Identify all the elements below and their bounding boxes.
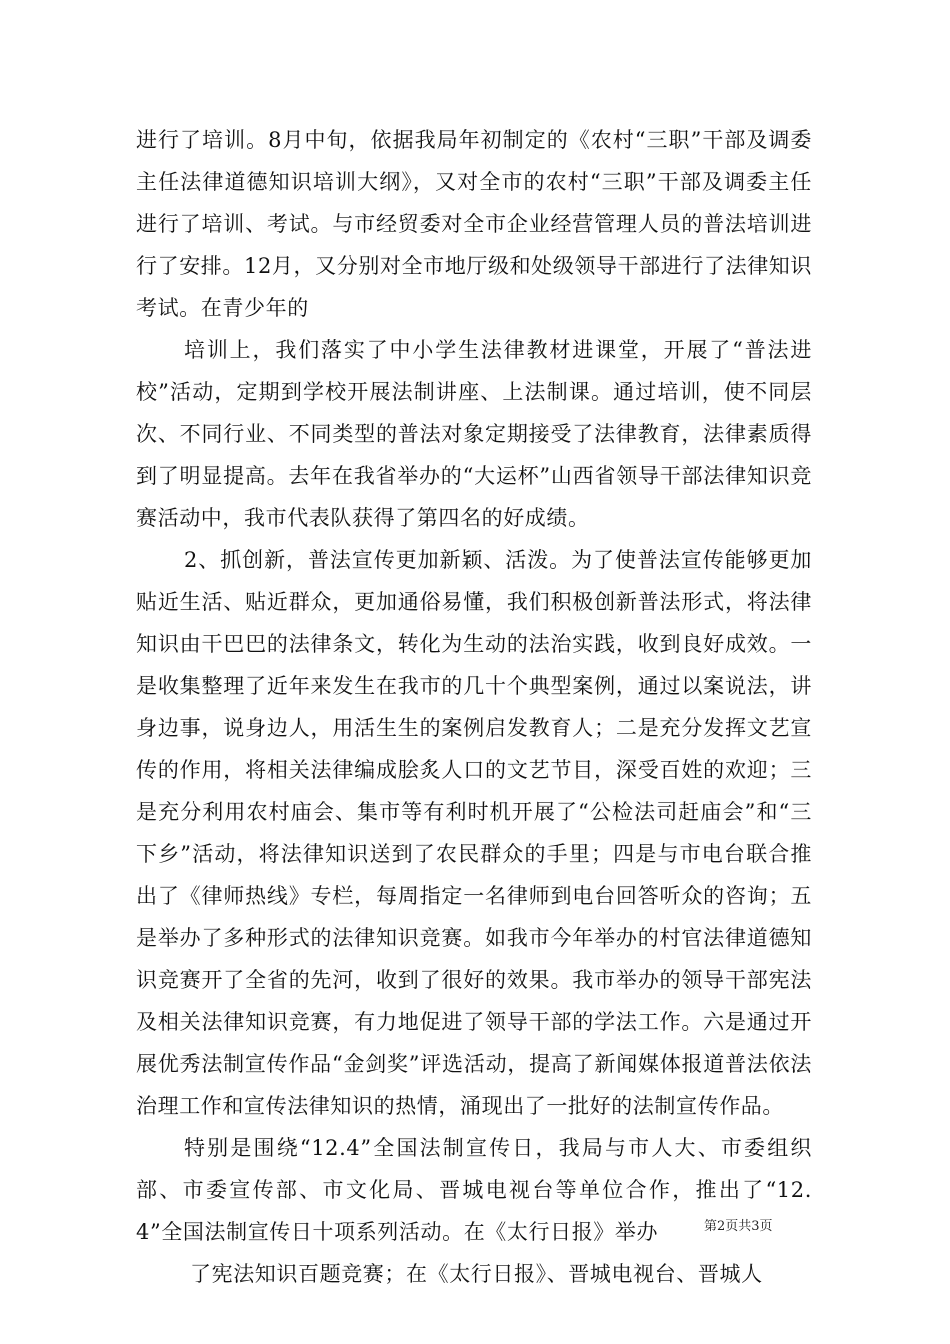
paragraph-4: 特别是围绕“12.4”全国法制宣传日，我局与市人大、市委组织部、市委宣传部、市文化局、晋城电视台等单位合作，推出了“12.4”全国法制宣传日十项系列活动。在《太行日报》举办 (136, 1136, 812, 1244)
paragraph-3: 2、抓创新，普法宣传更加新颖、活泼。为了使普法宣传能够更加贴近生活、贴近群众，更加通俗易懂，我们积极创新普法形式，将法律知识由干巴巴的法律条文，转化为生动的法治实践，收到良好成效。一是收集整理了近年来发生在我市的几十个典型案例，通过以案说法，讲身边事，说身边人，用活生生的案例启发教育人；二是充分发挥文艺宣传的作用，将相关法律编成脍炙人口的文艺节目，深受百姓的欢迎；三是充分利用农村庙会、集市等有利时机开展了“公检法司赶庙会”和“三下乡”活动，将法律知识送到了农民群众的手里；四是与市电台联合推出了《律师热线》专栏，每周指定一名律师到电台回答听众的咨询；五是举办了多种形式的法律知识竞赛。如我市今年举办的村官法律道德知识竞赛开了全省的先河，收到了很好的效果。我市举办的领导干部宪法及相关法律知识竞赛，有力地促进了领导干部的学法工作。六是通过开展优秀法制宣传作品“金剑奖”评选活动，提高了新闻媒体报道普法依法治理工作和宣传法律知识的热情，涌现出了一批好的法制宣传作品。 (136, 548, 812, 1118)
paragraph-1: 进行了培训。8月中旬，依据我局年初制定的《农村“三职”干部及调委主任法律道德知识培训大纲》，又对全市的农村“三职”干部及调委主任进行了培训、考试。与市经贸委对全市企业经营管理人员的普法培训进行了安排。12月，又分别对全市地厅级和处级领导干部进行了法律知识考试。在青少年的 (136, 128, 812, 320)
page-number-footer (704, 1218, 844, 1236)
page-number-label: 第2页共3页 (704, 1219, 773, 1234)
paragraph-2: 培训上，我们落实了中小学生法律教材进课堂，开展了“普法进校”活动，定期到学校开展法制讲座、上法制课。通过培训，使不同层次、不同行业、不同类型的普法对象定期接受了法律教育，法律素质得到了明显提高。去年在我省举办的“大运杯”山西省领导干部法律知识竞赛活动中，我市代表队获得了第四名的好成绩。 (136, 338, 812, 530)
paragraph-5: 了宪法知识百题竞赛；在《太行日报》、晋城电视台、晋城人 (190, 1262, 763, 1286)
document-body (136, 119, 812, 1295)
